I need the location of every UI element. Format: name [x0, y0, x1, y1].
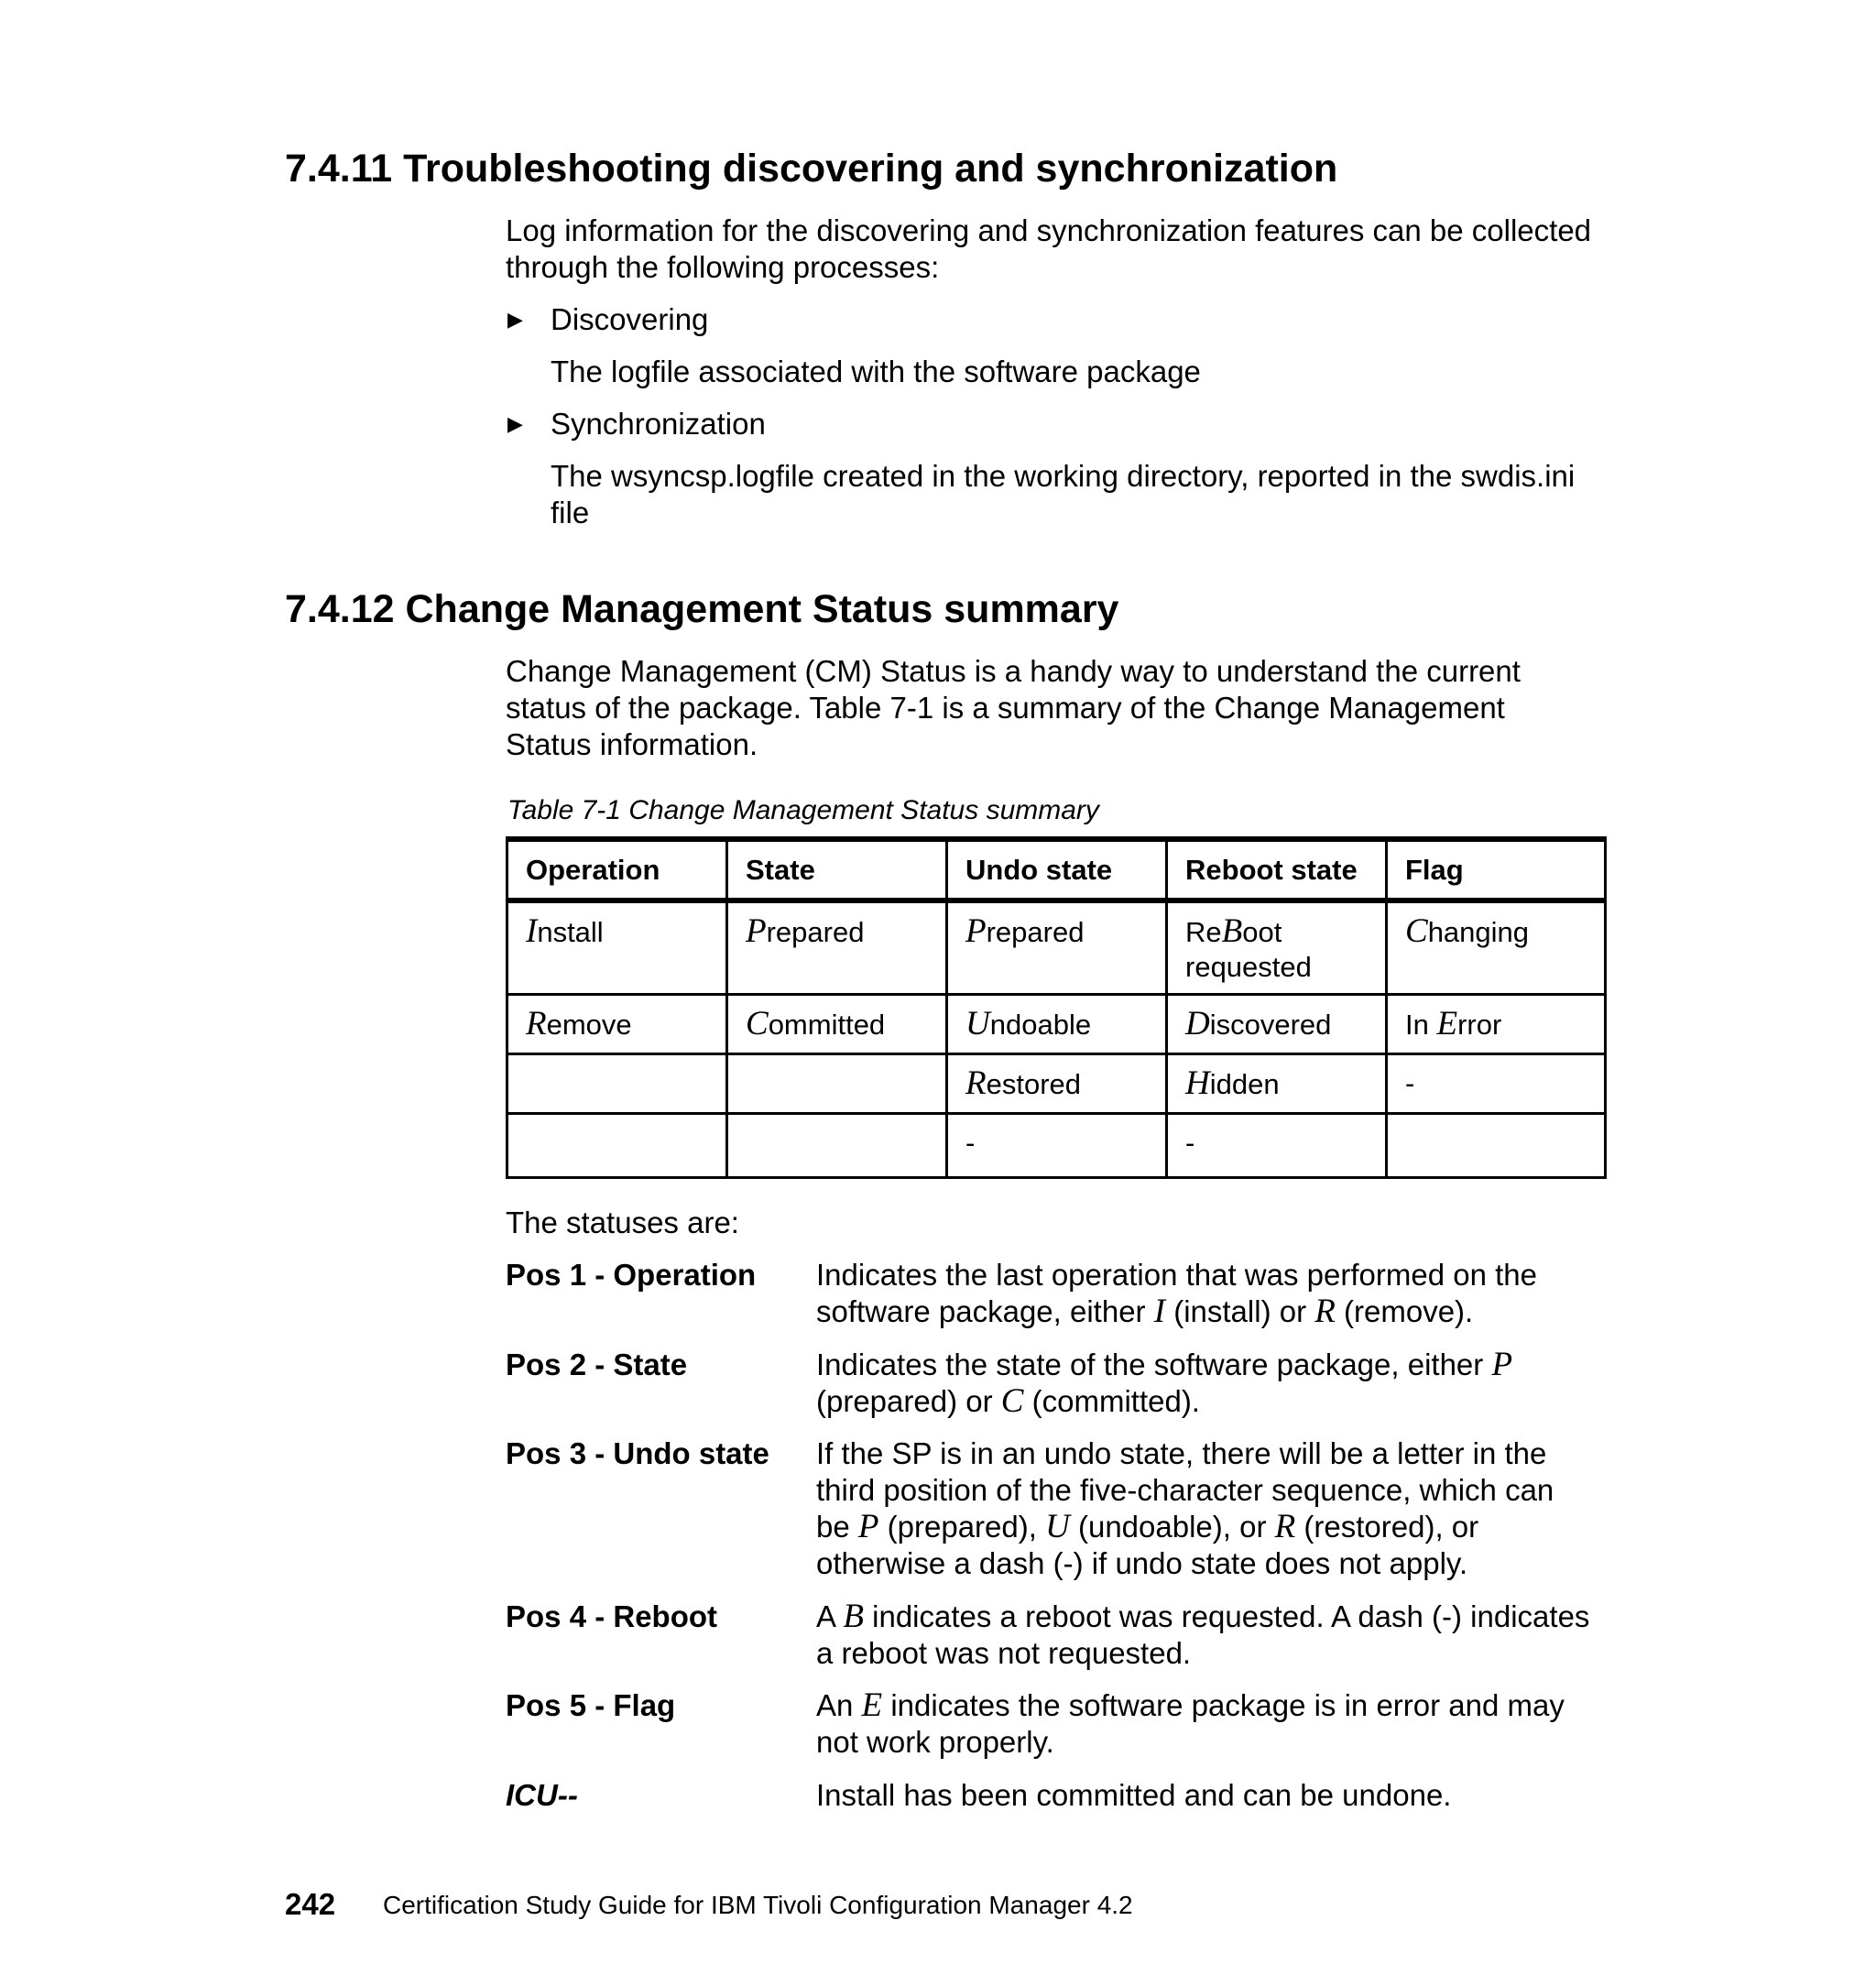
table-cell — [947, 995, 1167, 1054]
def-line: be P (prepared), U (undoable), or R (restored), or — [816, 1508, 1479, 1545]
def-line: A B indicates a reboot was requested. A dash (-) indicates — [816, 1598, 1590, 1635]
column-header: Undo state — [947, 839, 1167, 900]
troubleshooting-intro — [506, 213, 1605, 286]
def-line: third position of the five-character sequence, which can — [816, 1473, 1554, 1507]
desc-line: file — [551, 496, 590, 529]
book-title: Certification Study Guide for IBM Tivoli Configuration Manager 4.2 — [383, 1891, 1133, 1919]
definition-term: Pos 1 - Operation — [506, 1258, 757, 1292]
definition-text — [816, 1599, 1838, 1672]
table-cell — [727, 1054, 947, 1114]
column-header: Reboot state — [1167, 839, 1387, 900]
table-cell — [1167, 1054, 1387, 1114]
bullet-title-synchronization: Synchronization — [551, 407, 766, 441]
definition-text — [816, 1435, 1838, 1582]
desc-line: The wsyncsp.logfile created in the working directory, reported in the swdis.ini — [551, 459, 1576, 493]
table-cell — [507, 1114, 727, 1178]
intro-line: Change Management (CM) Status is a handy way to understand the current — [506, 654, 1521, 688]
definition-text — [816, 1257, 1838, 1330]
cell-text: rror — [1457, 1009, 1502, 1041]
cell-initial: B — [1221, 912, 1243, 950]
table-cell — [1387, 900, 1606, 995]
table-cell: - — [1167, 1114, 1387, 1178]
table-cell — [1387, 1114, 1606, 1178]
def-line: otherwise a dash (-) if undo state does not apply. — [816, 1546, 1468, 1580]
cell-initial: I — [526, 912, 538, 950]
definition-term: Pos 3 - Undo state — [506, 1436, 769, 1470]
table-cell — [1167, 995, 1387, 1054]
table-cell — [507, 1054, 727, 1114]
table-cell — [727, 1114, 947, 1178]
page-number: 242 — [285, 1887, 336, 1921]
cell-initial: D — [1185, 1005, 1210, 1042]
definition-text — [816, 1347, 1838, 1420]
cell-text: In — [1405, 1009, 1437, 1041]
table-cell: - — [1387, 1054, 1606, 1114]
def-line: Install has been committed and can be undone. — [816, 1778, 1452, 1812]
cell-initial: P — [746, 912, 767, 950]
definition-term: Pos 2 - State — [506, 1348, 688, 1381]
table-row — [507, 900, 1606, 995]
cell-initial: P — [965, 912, 987, 950]
column-header: State — [727, 839, 947, 900]
cm-status-intro — [506, 653, 1605, 763]
table-cell — [507, 900, 727, 995]
cell-initial: E — [1436, 1005, 1458, 1042]
table-cell — [727, 995, 947, 1054]
intro-line: through the following processes: — [506, 250, 940, 284]
cell-initial: H — [1185, 1064, 1210, 1102]
cell-text: nstall — [537, 916, 604, 948]
statuses-intro: The statuses are: — [506, 1206, 739, 1239]
section-heading-troubleshooting: 7.4.11 Troubleshooting discovering and synchronization — [285, 147, 1338, 191]
table-cell — [507, 995, 727, 1054]
def-line: a reboot was not requested. — [816, 1636, 1192, 1670]
bullet-title-discovering: Discovering — [551, 302, 709, 336]
bullet-desc-discovering: The logfile associated with the software package — [551, 355, 1201, 388]
def-line: If the SP is in an undo state, there will be a letter in the — [816, 1436, 1547, 1470]
cell-text: ndoable — [989, 1009, 1092, 1041]
definition-text — [816, 1777, 1838, 1814]
section-heading-cm-status: 7.4.12 Change Management Status summary — [285, 587, 1119, 631]
def-line: (prepared) or C (committed). — [816, 1382, 1200, 1420]
cell-initial: U — [965, 1005, 990, 1042]
cell-text: repared — [766, 916, 865, 948]
table-header-row — [507, 839, 1606, 900]
bullet-triangle-icon: ▶ — [507, 412, 523, 435]
def-line: An E indicates the software package is in error and may — [816, 1686, 1565, 1724]
intro-line: Status information. — [506, 727, 758, 761]
cell-text: idden — [1209, 1068, 1280, 1100]
cell-text: Re — [1185, 916, 1222, 948]
cell-text: iscovered — [1209, 1009, 1332, 1041]
definition-text — [816, 1687, 1838, 1761]
definition-term: Pos 4 - Reboot — [506, 1599, 718, 1633]
cell-text: repared — [986, 916, 1085, 948]
table-cell: - — [947, 1114, 1167, 1178]
cell-text: estored — [986, 1068, 1082, 1100]
intro-line: Log information for the discovering and synchronization features can be collected — [506, 213, 1592, 247]
definition-term: ICU-- — [506, 1778, 578, 1812]
cell-initial: R — [965, 1064, 987, 1102]
cell-initial: R — [526, 1005, 547, 1042]
cell-text: oot — [1242, 916, 1282, 948]
table-row — [507, 1054, 1606, 1114]
cell-text: requested — [1185, 951, 1312, 983]
table-cell — [947, 1054, 1167, 1114]
table-caption: Table 7-1 Change Management Status summary — [507, 795, 1099, 825]
cell-text: hanging — [1427, 916, 1530, 948]
column-header: Operation — [507, 839, 727, 900]
table-cell — [947, 900, 1167, 995]
table-row — [507, 1114, 1606, 1178]
table-row — [507, 995, 1606, 1054]
bullet-triangle-icon: ▶ — [507, 308, 523, 331]
column-header: Flag — [1387, 839, 1606, 900]
cell-text: emove — [546, 1009, 632, 1041]
def-line: software package, either I (install) or R (remove). — [816, 1293, 1474, 1330]
intro-line: status of the package. Table 7-1 is a summary of the Change Management — [506, 691, 1505, 725]
def-line: not work properly. — [816, 1725, 1054, 1759]
table-cell — [1167, 900, 1387, 995]
cm-status-table — [506, 836, 1607, 1179]
cell-text: ommitted — [768, 1009, 886, 1041]
def-line: Indicates the state of the software package, either P — [816, 1346, 1513, 1383]
table-cell — [727, 900, 947, 995]
def-line: Indicates the last operation that was performed on the — [816, 1258, 1537, 1292]
cell-initial: C — [746, 1005, 769, 1042]
bullet-desc-synchronization — [551, 458, 1613, 531]
definition-term: Pos 5 - Flag — [506, 1688, 676, 1722]
table-cell — [1387, 995, 1606, 1054]
cell-initial: C — [1405, 912, 1428, 950]
